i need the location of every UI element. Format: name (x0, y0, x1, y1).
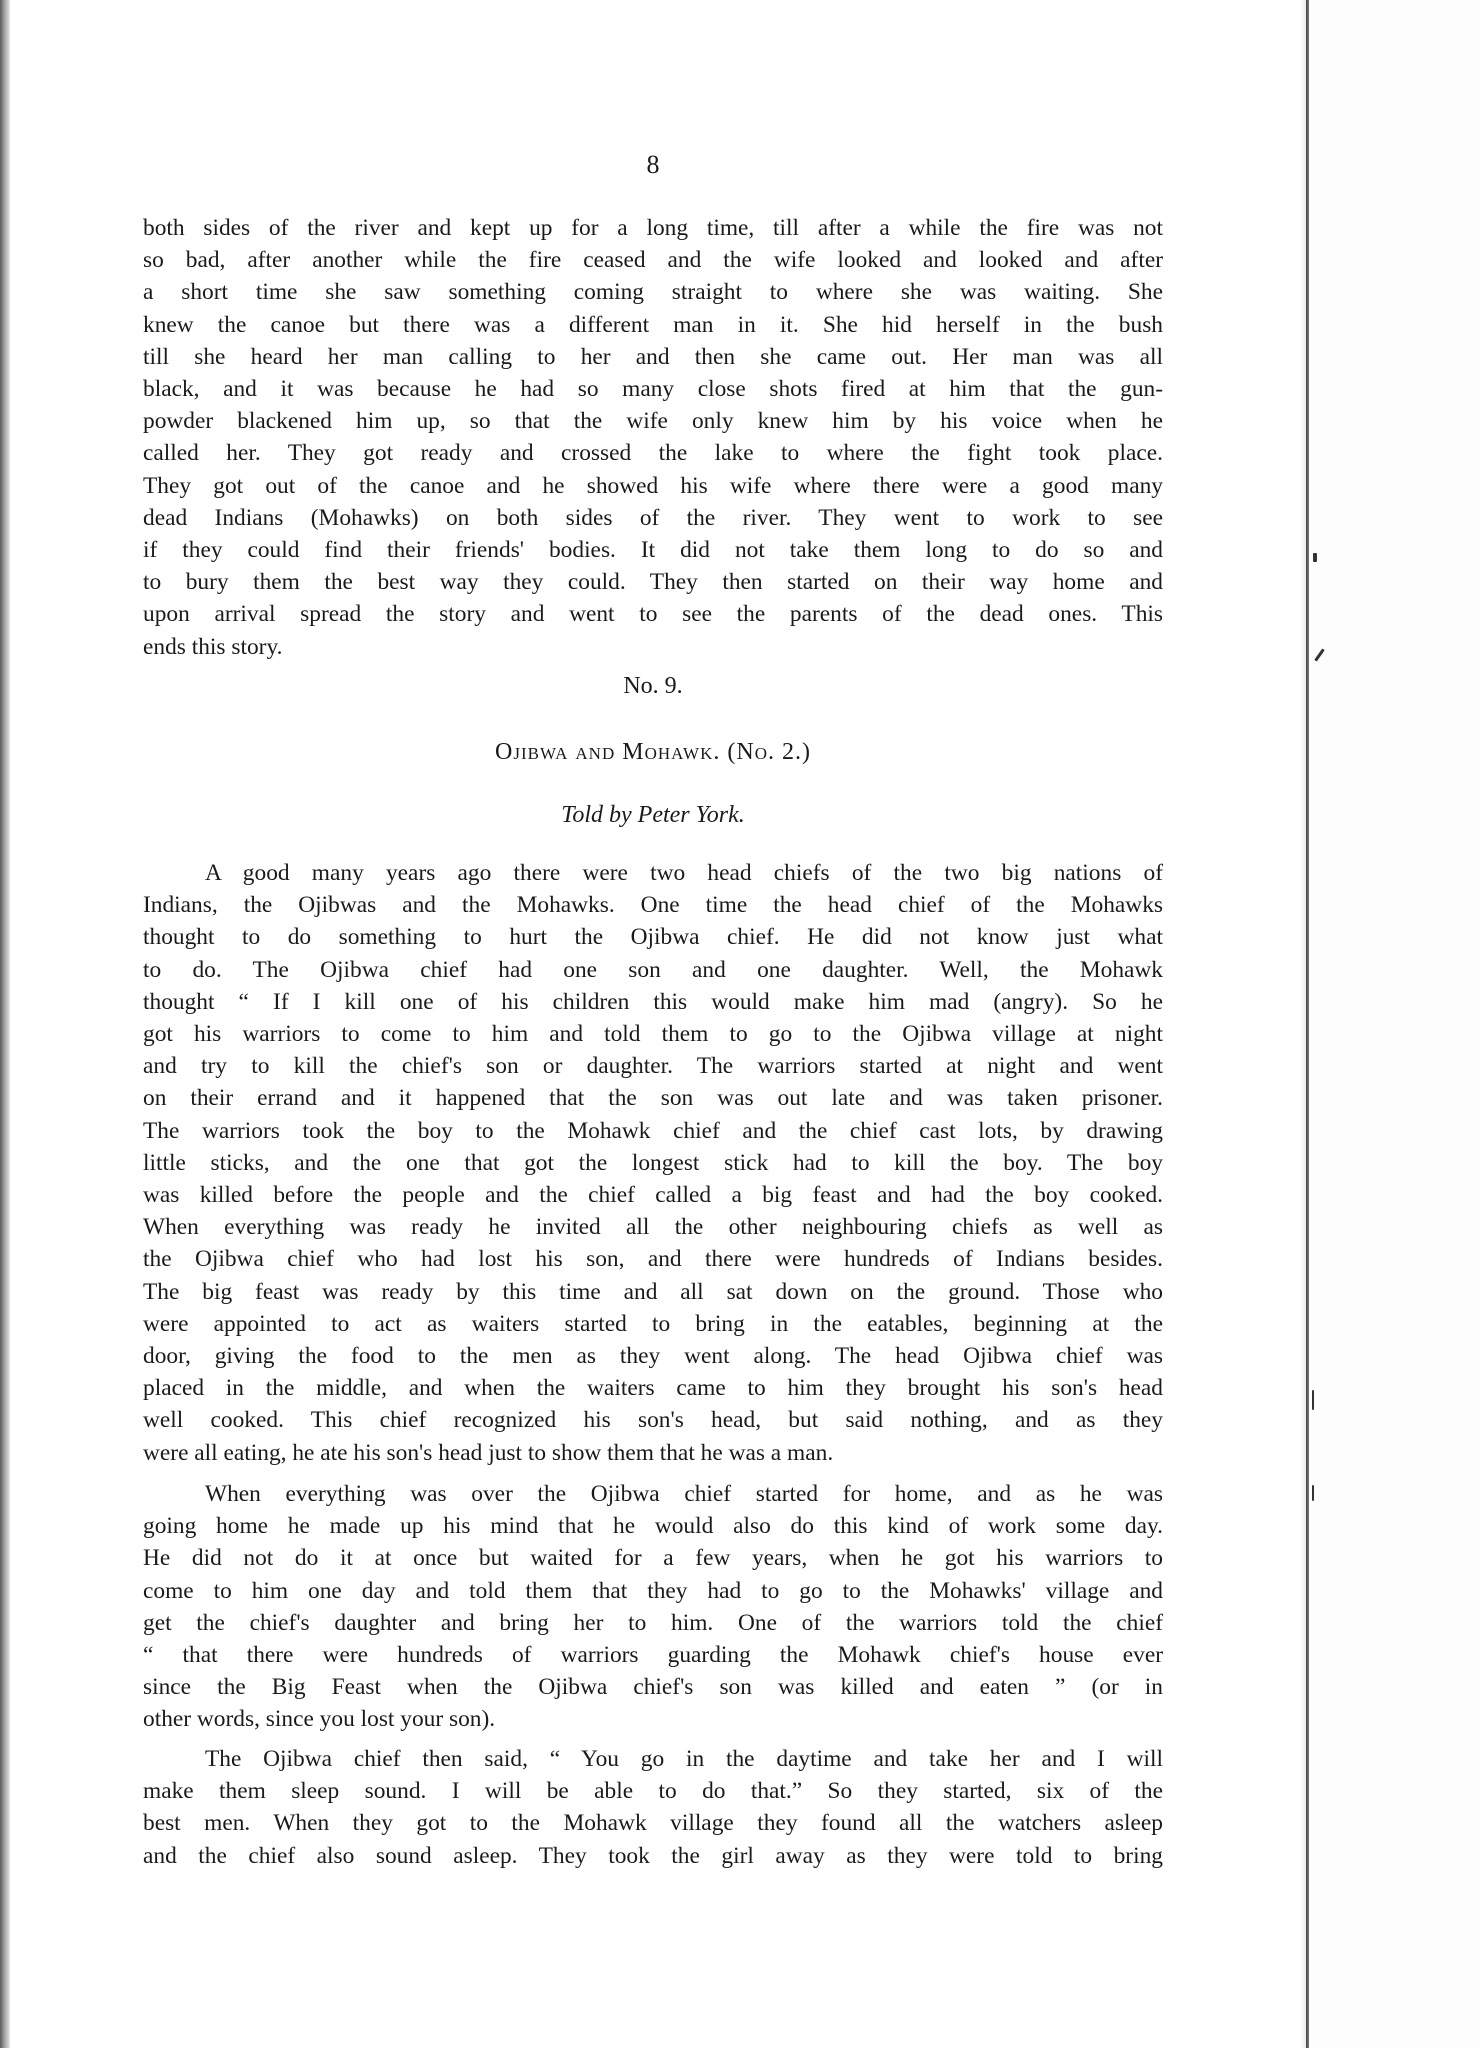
text-line: little sticks, and the one that got the longest stick had to kill the boy. The boy (143, 1149, 1163, 1176)
text-line: Indians, the Ojibwas and the Mohawks. One time the head chief of the Mohawks (143, 892, 1163, 919)
text-line: He did not do it at once but waited for a few years, when he got his warriors to (143, 1545, 1163, 1572)
text-line: well cooked. This chief recognized his son's head, but said nothing, and as they (143, 1407, 1163, 1434)
story-paragraph-3 (143, 1743, 1163, 1872)
text-line: The warriors took the boy to the Mohawk chief and the chief cast lots, by drawing (143, 1117, 1163, 1144)
story-paragraph-1 (143, 857, 1163, 1469)
text-line: thought to do something to hurt the Ojibwa chief. He did not know just what (143, 924, 1163, 951)
story-title: Ojibwa and Mohawk. (No. 2.) (495, 739, 811, 765)
text-line: called her. They got ready and crossed the lake to where the fight took place. (143, 440, 1163, 467)
text-line: powder blackened him up, so that the wife only knew him by his voice when he (143, 408, 1163, 435)
text-line: When everything was over the Ojibwa chief started for home, and as he was (205, 1481, 1163, 1507)
text-line: both sides of the river and kept up for a long time, till after a while the fire was not (143, 215, 1163, 241)
text-line: They got out of the canoe and he showed his wife where there were a good many (143, 472, 1163, 499)
text-line: if they could find their friends' bodies. It did not take them long to do so and (143, 537, 1163, 564)
story-paragraph-2 (143, 1478, 1163, 1736)
text-line: The Ojibwa chief then said, “ You go in the daytime and take her and I will (205, 1746, 1163, 1772)
text-line: and try to kill the chief's son or daughter. The warriors started at night and went (143, 1053, 1163, 1080)
text-line: were appointed to act as waiters started to bring in the eatables, beginning at the (143, 1310, 1163, 1337)
story-byline: Told by Peter York. (561, 802, 745, 828)
story-number: No. 9. (623, 673, 683, 699)
text-line: best men. When they got to the Mohawk village they found all the watchers asleep (143, 1810, 1163, 1837)
text-line: were all eating, he ate his son's head just to show them that he was a man. (143, 1439, 834, 1466)
adjacent-page-strip (1309, 0, 1480, 2048)
margin-speck (1313, 553, 1317, 562)
margin-speck (1312, 1485, 1314, 1501)
text-line: dead Indians (Mohawks) on both sides of the river. They went to work to see (143, 504, 1163, 531)
story-continuation-paragraph (143, 212, 1163, 663)
text-line: to bury them the best way they could. They then started on their way home and (143, 569, 1163, 596)
text-line: other words, since you lost your son). (143, 1706, 496, 1733)
text-line: to do. The Ojibwa chief had one son and one daughter. Well, the Mohawk (143, 956, 1163, 983)
text-line: The big feast was ready by this time and all sat down on the ground. Those who (143, 1278, 1163, 1305)
text-line: on their errand and it happened that the son was out late and was taken prisoner. (143, 1085, 1163, 1112)
text-line: ends this story. (143, 633, 283, 660)
text-line: so bad, after another while the fire ceased and the wife looked and looked and after (143, 247, 1163, 274)
text-line: upon arrival spread the story and went to see the parents of the dead ones. This (143, 601, 1163, 628)
text-line: come to him one day and told them that they had to go to the Mohawks' village and (143, 1577, 1163, 1604)
text-line: knew the canoe but there was a different man in it. She hid herself in the bush (143, 311, 1163, 338)
text-line: since the Big Feast when the Ojibwa chief's son was killed and eaten ” (or in (143, 1674, 1163, 1701)
text-line: thought “ If I kill one of his children this would make him mad (angry). So he (143, 988, 1163, 1015)
page-number: 8 (646, 150, 660, 179)
text-line: the Ojibwa chief who had lost his son, and there were hundreds of Indians besides. (143, 1246, 1163, 1273)
text-line: door, giving the food to the men as they went along. The head Ojibwa chief was (143, 1343, 1163, 1370)
text-line: make them sleep sound. I will be able to do that.” So they started, six of the (143, 1778, 1163, 1805)
text-line: a short time she saw something coming straight to where she was waiting. She (143, 279, 1163, 306)
text-line: got his warriors to come to him and told them to go to the Ojibwa village at night (143, 1021, 1163, 1048)
text-line: get the chief's daughter and bring her to him. One of the warriors told the chief (143, 1609, 1163, 1636)
text-line: placed in the middle, and when the waiters came to him they brought his son's head (143, 1375, 1163, 1402)
text-line: till she heard her man calling to her and then she came out. Her man was all (143, 343, 1163, 370)
text-line: A good many years ago there were two head chiefs of the two big nations of (205, 860, 1163, 886)
text-line: When everything was ready he invited all the other neighbouring chiefs as well as (143, 1214, 1163, 1241)
page-left-edge-shadow (0, 0, 10, 2048)
text-line: was killed before the people and the chief called a big feast and had the boy cooked. (143, 1182, 1163, 1209)
text-line: “ that there were hundreds of warriors guarding the Mohawk chief's house ever (143, 1642, 1163, 1669)
text-line: black, and it was because he had so many close shots fired at him that the gun- (143, 376, 1163, 403)
text-line: and the chief also sound asleep. They took the girl away as they were told to bring (143, 1842, 1163, 1869)
text-line: going home he made up his mind that he would also do this kind of work some day. (143, 1513, 1163, 1540)
margin-speck (1312, 1390, 1314, 1410)
